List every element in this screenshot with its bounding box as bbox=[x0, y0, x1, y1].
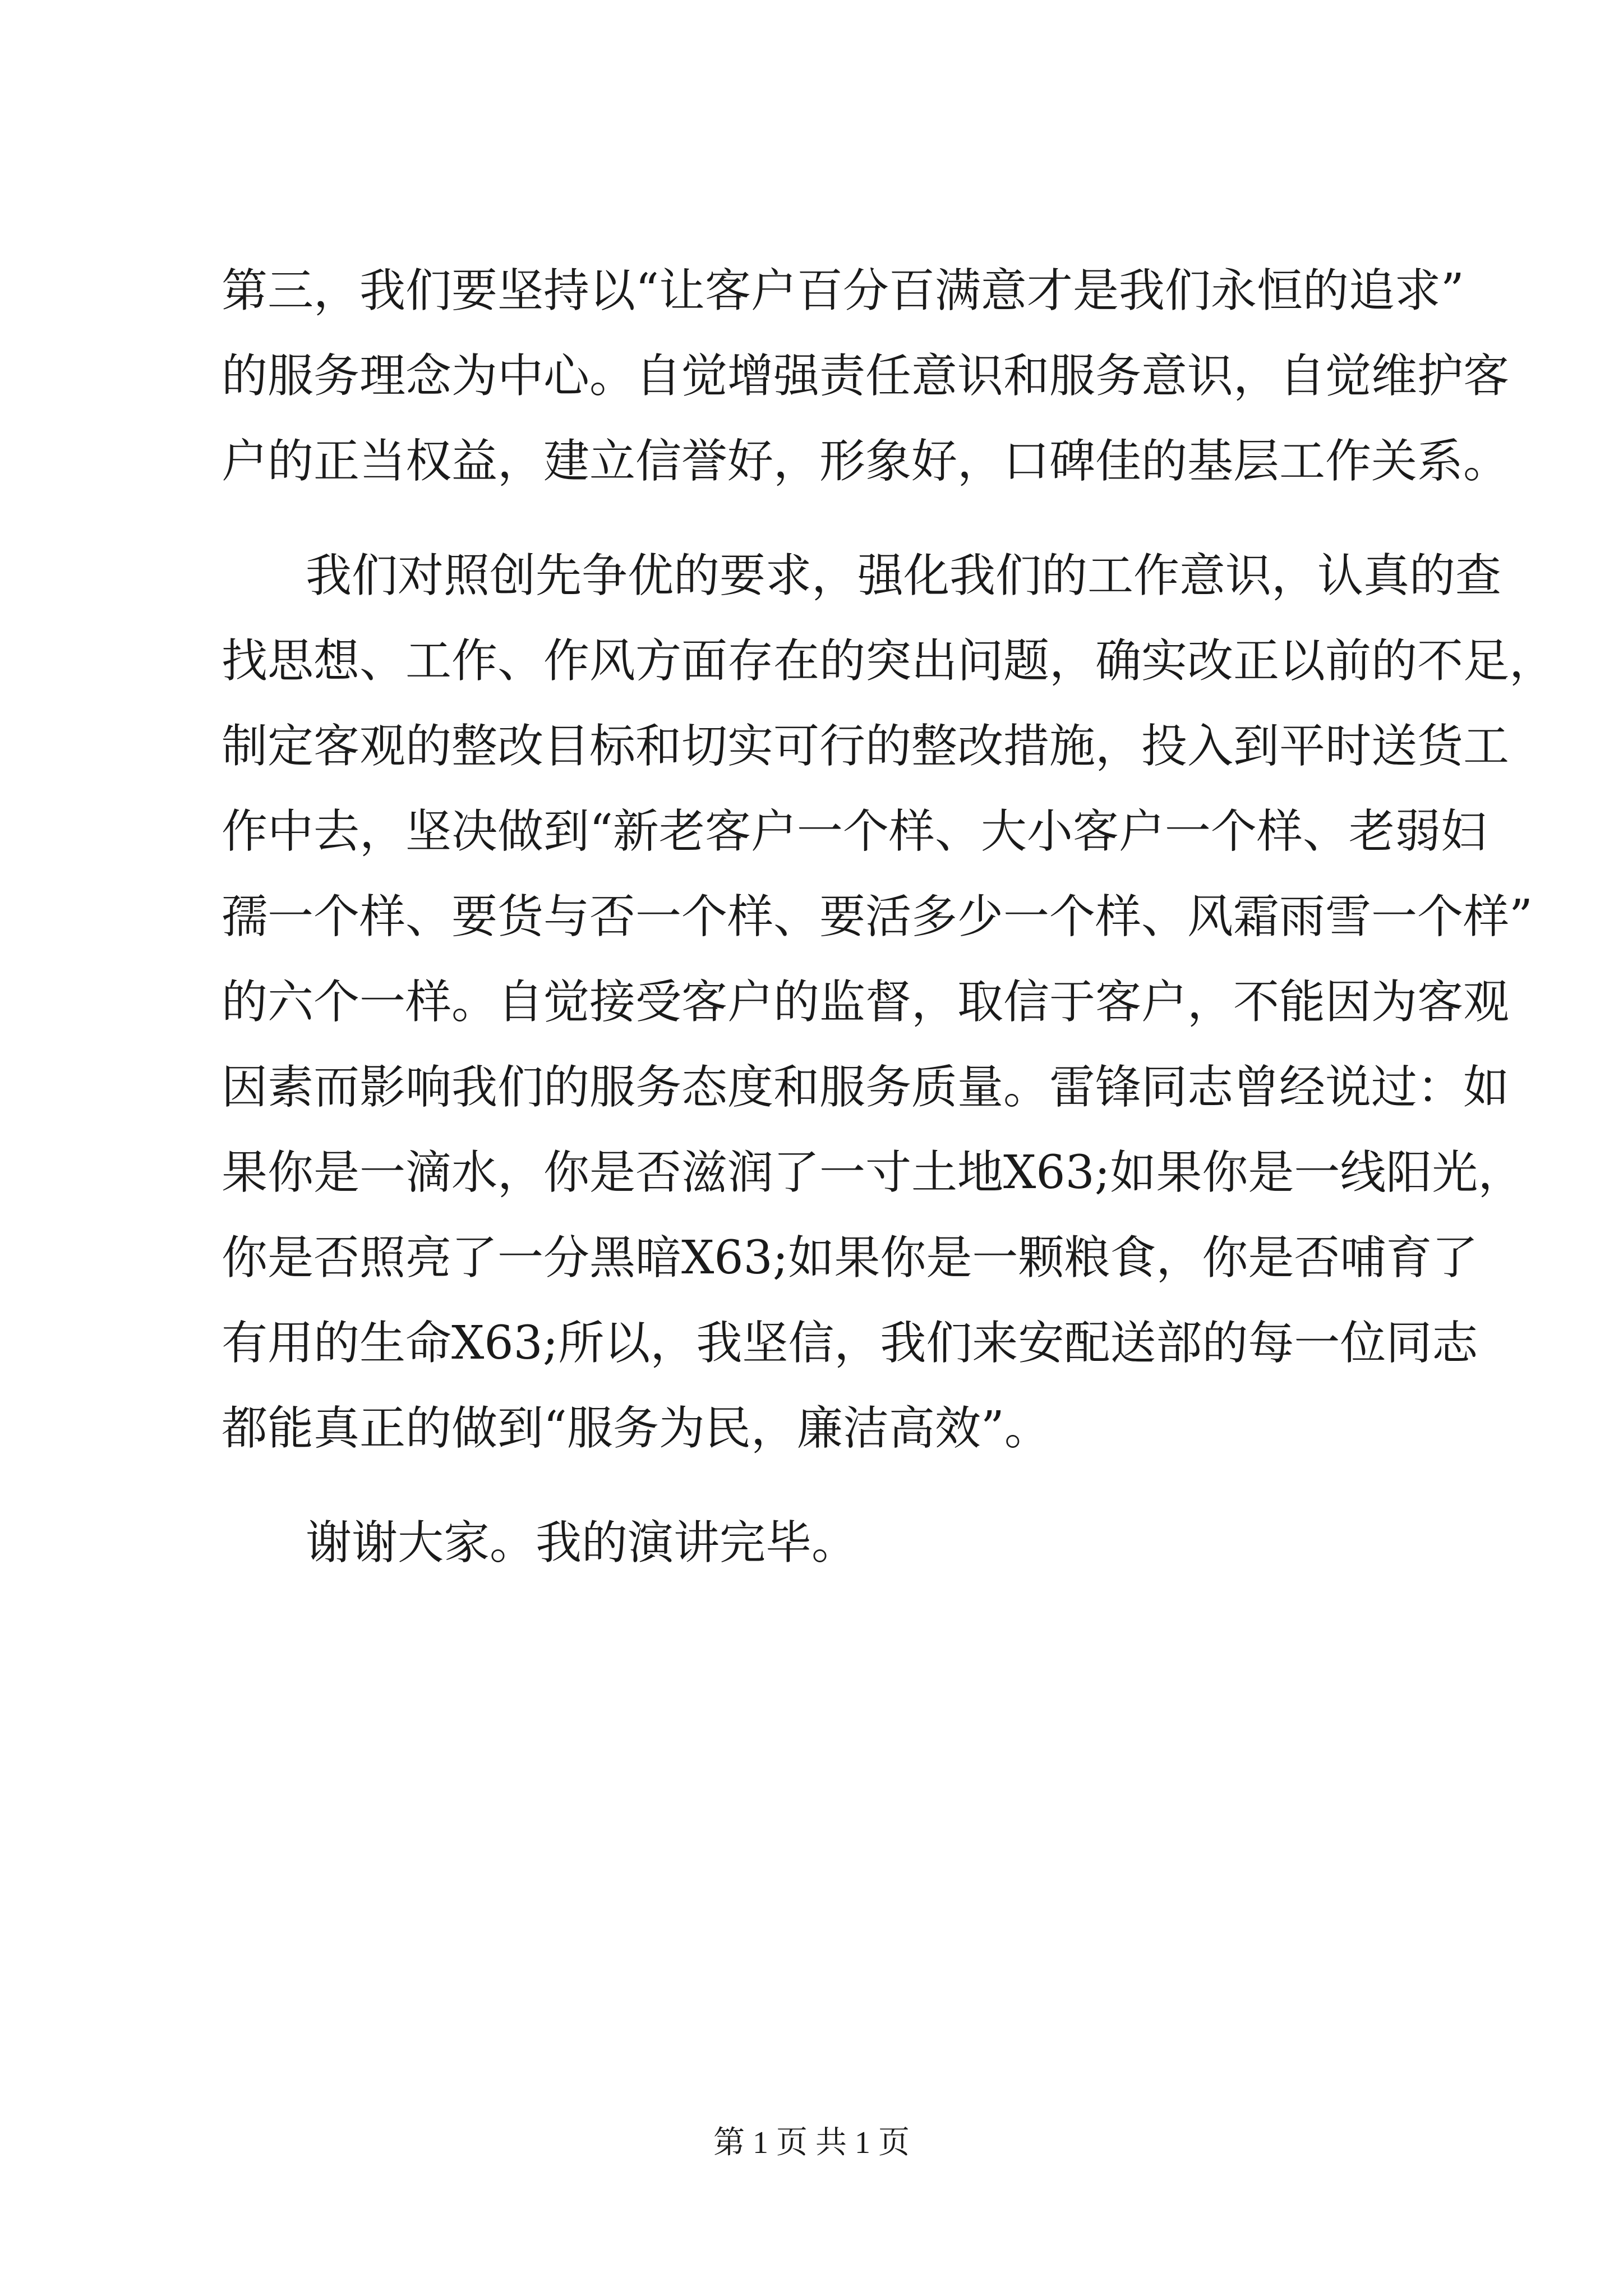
text-line-10: 因素而影响我们的服务态度和服务质量。雷锋同志曾经说过：如 bbox=[222, 1061, 1510, 1114]
text-line-8: 孺一个样、要货与否一个样、要活多少一个样、风霜雨雪一个样” bbox=[222, 890, 1533, 944]
text-line-1: 第三，我们要坚持以“让客户百分百满意才是我们永恒的追求” bbox=[222, 264, 1464, 318]
text-line-3: 户的正当权益，建立信誉好，形象好，口碑佳的基层工作关系。 bbox=[222, 435, 1510, 488]
text-line-11: 果你是一滴水，你是否滋润了一寸土地X63;如果你是一线阳光， bbox=[222, 1146, 1524, 1199]
page-footer: 第 1 页 共 1 页 bbox=[713, 2125, 910, 2160]
text-line-5: 找思想、工作、作风方面存在的突出问题，确实改正以前的不足， bbox=[222, 634, 1556, 688]
text-line-9: 的六个一样。自觉接受客户的监督，取信于客户，不能因为客观 bbox=[222, 976, 1510, 1029]
text-line-7: 作中去，坚决做到“新老客户一个样、大小客户一个样、老弱妇 bbox=[222, 805, 1487, 858]
text-line-6: 制定客观的整改目标和切实可行的整改措施，投入到平时送货工 bbox=[222, 720, 1510, 773]
text-line-15: 谢谢大家。我的演讲完毕。 bbox=[306, 1516, 858, 1570]
text-line-14: 都能真正的做到“服务为民，廉洁高效”。 bbox=[222, 1402, 1050, 1455]
text-line-12: 你是否照亮了一分黑暗X63;如果你是一颗粮食，你是否哺育了 bbox=[222, 1231, 1478, 1285]
text-line-2: 的服务理念为中心。自觉增强责任意识和服务意识，自觉维护客 bbox=[222, 349, 1510, 403]
text-line-13: 有用的生命X63;所以，我坚信，我们来安配送部的每一位同志 bbox=[222, 1317, 1478, 1370]
text-line-4: 我们对照创先争优的要求，强化我们的工作意识，认真的查 bbox=[306, 549, 1502, 602]
